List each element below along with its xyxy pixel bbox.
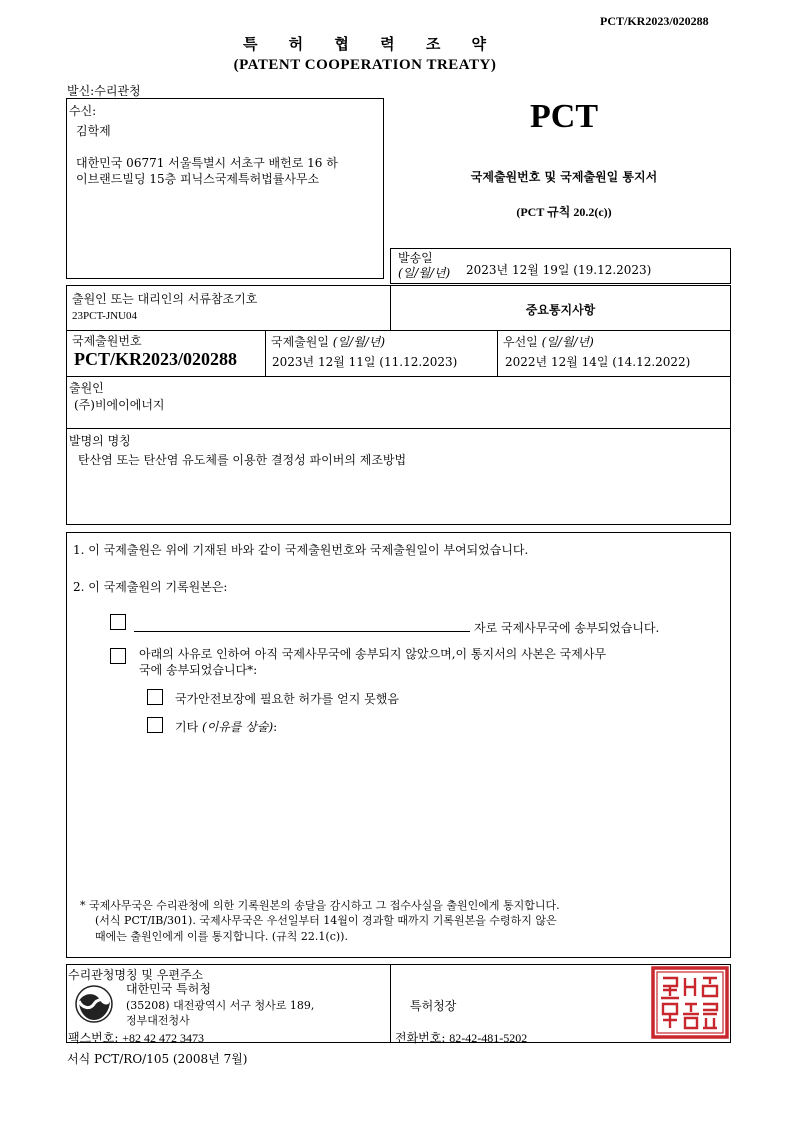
notice-body-box xyxy=(66,532,731,958)
option-not-sent-line1: 아래의 사유로 인하여 아직 국제사무국에 송부되지 않았으며,이 통지서의 사본은 국제사무 xyxy=(139,647,607,661)
intl-filing-date-label-text: 국제출원일 xyxy=(271,335,329,349)
priority-date-format: (일/월/년) xyxy=(541,335,594,349)
official-seal-icon xyxy=(651,966,729,1039)
intl-app-no-value: PCT/KR2023/020288 xyxy=(74,349,238,369)
commissioner-title: 특허청장 xyxy=(410,999,457,1013)
fax-row xyxy=(68,1029,204,1046)
intl-filing-date-label xyxy=(271,333,385,350)
phone-number: 82-42-481-5202 xyxy=(449,1031,528,1045)
item-2-text: 2. 이 국제출원의 기록원본은: xyxy=(73,580,228,594)
intl-app-no-label: 국제출원번호 xyxy=(72,334,142,348)
reason-other-italic: (이유를 상술) xyxy=(202,720,274,734)
fax-number: +82 42 472 3473 xyxy=(122,1031,205,1045)
recipient-label: 수신: xyxy=(69,104,97,118)
reason-security-text: 국가안전보장에 필요한 허가를 얻지 못했음 xyxy=(175,692,399,706)
sender-label: 발신:수리관청 xyxy=(67,84,141,98)
dispatch-label: 발송일 xyxy=(398,251,433,265)
office-address-line2: 정부대전청사 xyxy=(126,1014,190,1027)
office-label: 수리관청명칭 및 우편주소 xyxy=(68,968,204,982)
important-notice-label: 중요통지사항 xyxy=(525,303,596,317)
reason-security-checkbox[interactable] xyxy=(147,689,163,705)
priority-date-label xyxy=(503,333,594,350)
option-not-sent-line2: 국에 송부되었습니다*: xyxy=(139,663,258,677)
reason-other-label: 기타 xyxy=(175,720,199,734)
footnote-line3: 때에는 출원인에게 이를 통지합니다. (규칙 22.1(c)). xyxy=(95,930,348,943)
file-reference-label: 출원인 또는 대리인의 서류참조기호 xyxy=(72,292,258,306)
office-name: 대한민국 특허청 xyxy=(126,982,211,996)
applicant-value: (주)비에이에너지 xyxy=(74,398,165,412)
pct-heading: PCT xyxy=(530,98,598,135)
government-emblem-icon xyxy=(74,984,114,1024)
reason-other-text xyxy=(175,718,277,735)
recipient-address-line1: 대한민국 06771 서울특별시 서초구 배헌로 16 하 xyxy=(76,156,338,170)
dispatch-date-value: 2023년 12월 19일 (19.12.2023) xyxy=(466,263,652,277)
recipient-name: 김학제 xyxy=(76,124,111,138)
dispatch-date-format: (일/월/년) xyxy=(398,266,451,280)
recipient-box xyxy=(66,98,384,279)
phone-label: 전화번호: xyxy=(395,1031,446,1045)
sent-date-blank-line xyxy=(134,631,470,632)
treaty-title-english: (PATENT COOPERATION TREATY) xyxy=(233,57,497,73)
fax-label: 팩스번호: xyxy=(68,1031,119,1045)
option-sent-checkbox[interactable] xyxy=(110,614,126,630)
item-1-text: 1. 이 국제출원은 위에 기재된 바와 같이 국제출원번호와 국제출원일이 부여되었습니다. xyxy=(73,543,529,557)
notice-title: 국제출원번호 및 국제출원일 통지서 xyxy=(470,170,658,184)
option-sent-text: 자로 국제사무국에 송부되었습니다. xyxy=(474,621,660,635)
rule-reference: (PCT 규칙 20.2(c)) xyxy=(516,205,612,219)
phone-row xyxy=(395,1029,527,1046)
office-address-line1: (35208) 대전광역시 서구 청사로 189, xyxy=(126,999,315,1012)
form-identifier: 서식 PCT/RO/105 (2008년 7월) xyxy=(67,1052,248,1066)
intl-filing-date-format: (일/월/년) xyxy=(332,335,386,349)
document-number: PCT/KR2023/020288 xyxy=(600,14,709,28)
application-info-table xyxy=(66,285,731,525)
priority-date-value: 2022년 12월 14일 (14.12.2022) xyxy=(505,355,691,369)
applicant-label: 출원인 xyxy=(69,381,104,395)
footnote-line2: (서식 PCT/IB/301). 국제사무국은 우선일부터 14월이 경과할 때까지 기록원본을 수령하지 않은 xyxy=(95,914,557,927)
invention-title-value: 탄산염 또는 탄산염 유도체를 이용한 결정성 파이버의 제조방법 xyxy=(78,453,407,467)
priority-date-label-text: 우선일 xyxy=(503,335,538,349)
footnote-line1: * 국제사무국은 수리관청에 의한 기록원본의 송달을 감시하고 그 접수사실을 출원인에게 통지합니다. xyxy=(80,899,560,912)
treaty-title-korean: 특 허 협 력 조 약 xyxy=(242,35,488,53)
reason-other-checkbox[interactable] xyxy=(147,717,163,733)
option-not-sent-checkbox[interactable] xyxy=(110,648,126,664)
file-reference-value: 23PCT-JNU04 xyxy=(72,310,137,322)
recipient-address-line2: 이브랜드빌딩 15층 피닉스국제특허법률사무소 xyxy=(76,172,320,186)
intl-filing-date-value: 2023년 12월 11일 (11.12.2023) xyxy=(272,355,458,369)
invention-title-label: 발명의 명칭 xyxy=(69,434,131,448)
reason-other-colon: : xyxy=(273,720,278,734)
